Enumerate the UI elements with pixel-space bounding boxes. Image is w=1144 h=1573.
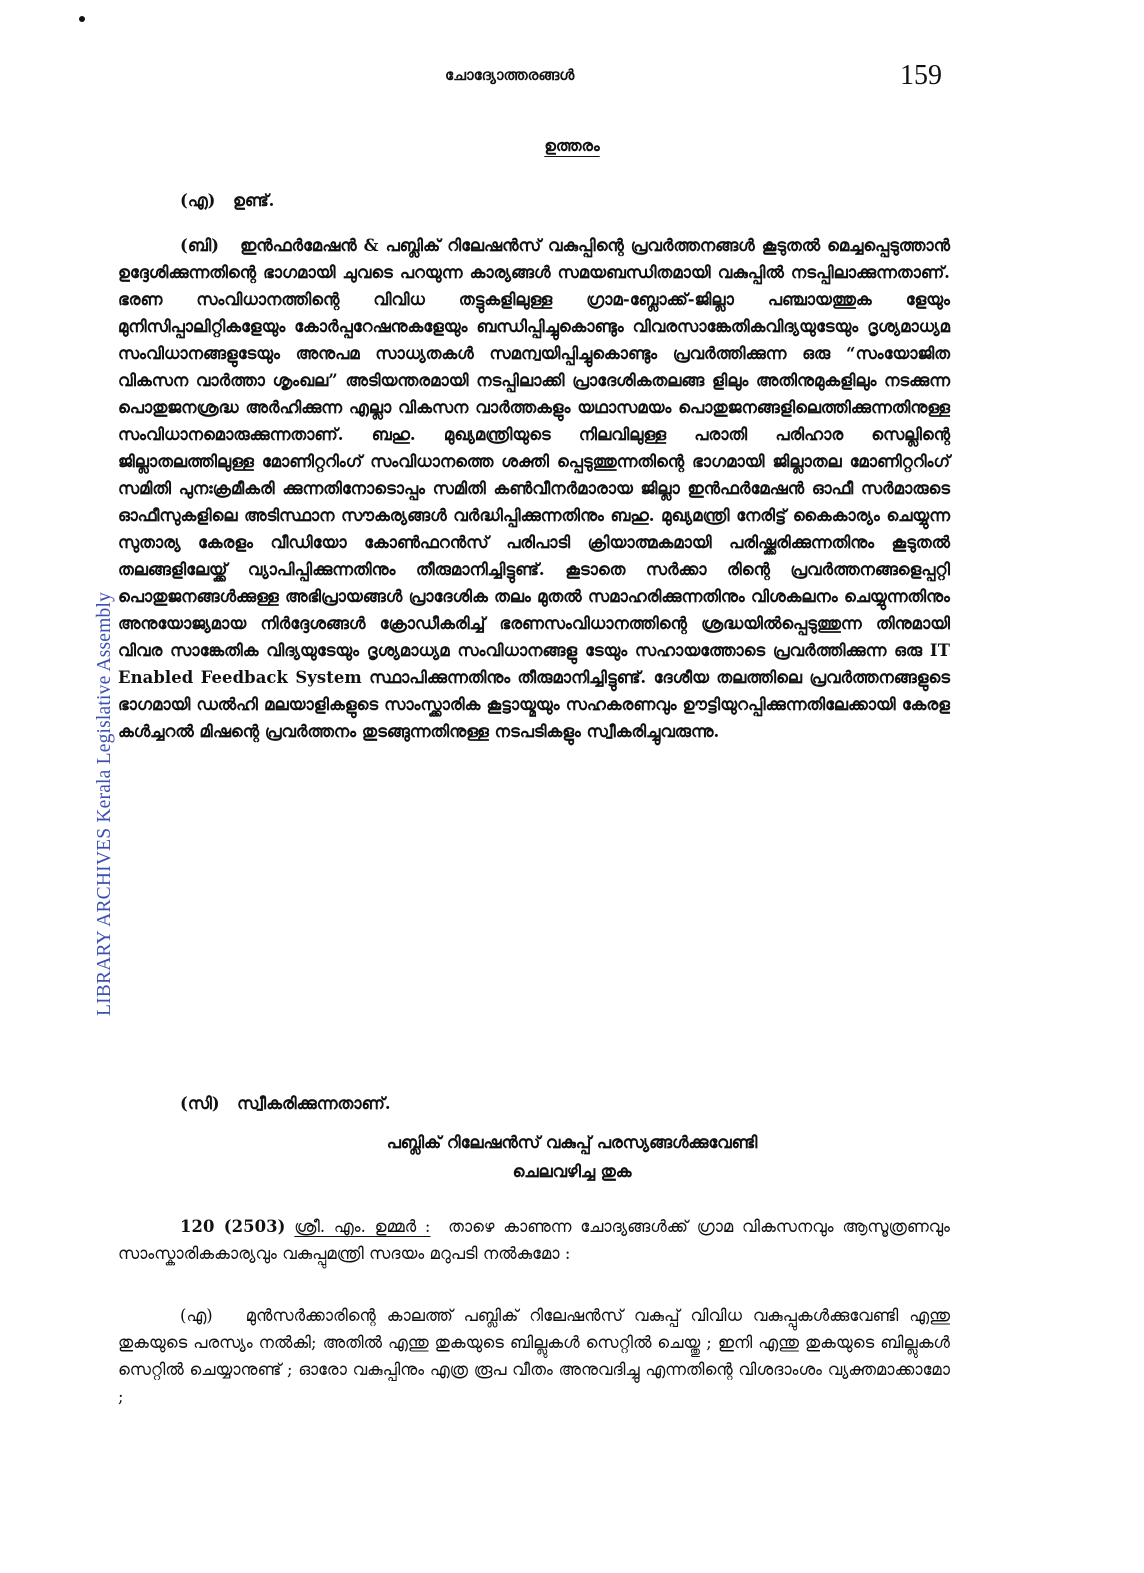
question-intro-text: താഴെ കാണുന്ന ചോദ്യങ്ങൾക്ക് ഗ്രാമ വികസനവും ആസൂത്രണവും സാംസ്കാരികകാര്യവും വകുപ്പുമന്ത്രി സദയം മറുപടി നൽകുമോ : <box>118 1217 951 1263</box>
question-intro <box>118 1213 950 1267</box>
answer-c-text: സ്വീകരിക്കുന്നതാണ്. <box>237 1094 391 1113</box>
question-member: ശ്രീ. എം. ഉമ്മർ : <box>294 1217 431 1236</box>
question-title-line-2: ചെലവഴിച്ച തുക <box>512 1162 632 1181</box>
answer-heading-text: ഉത്തരം <box>544 136 600 155</box>
answer-part-c <box>180 1090 950 1117</box>
question-a-label: (എ) <box>180 1306 213 1325</box>
question-part-a <box>118 1302 950 1410</box>
question-title <box>0 1128 1144 1186</box>
answer-a-label: (എ) <box>180 191 216 210</box>
answer-part-b <box>118 232 950 745</box>
answer-heading <box>0 136 1144 156</box>
running-header: ചോദ്യോത്തരങ്ങൾ <box>445 66 575 84</box>
question-title-line-1: പബ്ലിക് റിലേഷൻസ് വകുപ്പ് പരസ്യങ്ങൾക്കുവേണ്ടി <box>386 1133 758 1152</box>
scan-speck <box>79 16 85 22</box>
question-number: 120 (2503) <box>180 1217 286 1236</box>
archive-watermark: LIBRARY ARCHIVES Kerala Legislative Assembly <box>94 591 115 1016</box>
answer-b-text: ഇൻഫർമേഷൻ & പബ്ലിക് റിലേഷൻസ് വകുപ്പിന്റെ പ്രവർത്തനങ്ങൾ കൂടുതൽ മെച്ചപ്പെടുത്താൻ ഉദ്ദേശിക്കുന്നതിന്റെ ഭാഗമായി ചുവടെ പറയുന്ന കാര്യങ്ങൾ സമയബന്ധിതമായി വകുപ്പിൽ നടപ്പിലാക്കുന്നതാണ്. ഭരണ സംവിധാനത്തിന്റെ വിവിധ തട്ടുകളിലുള്ള ഗ്രാമ-ബ്ലോക്ക്-ജില്ലാ പഞ്ചായത്തുക ളേയും മുനിസിപ്പാലിറ്റികളേയും കോർപ്പറേഷനുകളേയും ബന്ധിപ്പിച്ചുകൊണ്ടും വിവരസാങ്കേതികവിദ്യയുടേയും ദൃശ്യമാധ്യമ സംവിധാനങ്ങളുടേയും അനുപമ സാധ്യതകൾ സമന്വയിപ്പിച്ചുകൊണ്ടും പ്രവർത്തിക്കുന്ന ഒരു “സംയോജിത വികസന വാർത്താ ശൃംഖല” അടിയന്തരമായി നടപ്പിലാക്കി പ്രാദേശികതലങ്ങ ളിലും അതിനുമുകളിലും നടക്കുന്ന പൊതുജനശ്രദ്ധ അർഹിക്കുന്ന എല്ലാ വികസന വാർത്തകളും യഥാസമയം പൊതുജനങ്ങളിലെത്തിക്കുന്നതിനുള്ള സംവിധാനമൊരുക്കുന്നതാണ്. ബഹു. മുഖ്യമന്ത്രിയുടെ നിലവിലുള്ള പരാതി പരിഹാര സെല്ലിന്റെ ജില്ലാതലത്തിലുള്ള മോണിറ്ററിംഗ് സംവിധാനത്തെ ശക്തി പ്പെടുത്തുന്നതിന്റെ ഭാഗമായി ജില്ലാതല മോണിറ്ററിംഗ് സമിതി പുനഃക്രമീകരി ക്കുന്നതിനോടൊപ്പം സമിതി കൺവീനർമാരായ ജില്ലാ ഇൻഫർമേഷൻ ഓഫീ സർമാരുടെ ഓഫീസുകളിലെ അടിസ്ഥാന സൗകര്യങ്ങൾ വർദ്ധിപ്പിക്കുന്നതിനും ബഹു. മുഖ്യമന്ത്രി നേരിട്ട് കൈകാര്യം ചെയ്യുന്ന സുതാര്യ കേരളം വീഡിയോ കോൺഫറൻസ് പരിപാടി ക്രിയാത്മകമായി പരിഷ്ക്കരിക്കുന്നതിനും കൂടുതൽ തലങ്ങളിലേയ്ക്ക് വ്യാപിപ്പിക്കുന്നതിനും തീരുമാനിച്ചിട്ടുണ്ട്. കൂടാതെ സർക്കാ രിന്റെ പ്രവർത്തനങ്ങളെപ്പറ്റി പൊതുജനങ്ങൾക്കുള്ള അഭിപ്രായങ്ങൾ പ്രാദേശിക തലം മുതൽ സമാഹരിക്കുന്നതിനും വിശകലനം ചെയ്യുന്നതിനും അനുയോജ്യമായ നിർദ്ദേശങ്ങൾ ക്രോഡീകരിച്ച് ഭരണസംവിധാനത്തിന്റെ ശ്രദ്ധയിൽപ്പെടുത്തുന്ന തിനുമായി വിവര സാങ്കേതിക വിദ്യയുടേയും ദൃശ്യമാധ്യമ സംവിധാനങ്ങളു ടേയും സഹായത്തോടെ പ്രവർത്തിക്കുന്ന ഒരു IT Enabled Feedback System സ്ഥാപിക്കുന്നതിനും തീരുമാനിച്ചിട്ടുണ്ട്. ദേശീയ തലത്തിലെ പ്രവർത്തനങ്ങളുടെ ഭാഗമായി ഡൽഹി മലയാളികളുടെ സാംസ്ക്കാരിക കൂട്ടായ്മയും സഹകരണവും ഊട്ടിയുറപ്പിക്കുന്നതിലേക്കായി കേരള കൾച്ചറൽ മിഷന്റെ പ്രവർത്തനം തുടങ്ങുന്നതിനുള്ള നടപടികളും സ്വീകരിച്ചുവരുന്നു. <box>118 236 950 741</box>
question-a-text: മുൻസർക്കാരിന്റെ കാലത്ത് പബ്ലിക് റിലേഷൻസ് വകുപ്പ് വിവിധ വകുപ്പുകൾക്കുവേണ്ടി എന്തു തുകയുടെ പരസ്യം നൽകി; അതിൽ എന്തു തുകയുടെ ബില്ലുകൾ സെറ്റിൽ ചെയ്തു ; ഇനി എന്തു തുകയുടെ ബില്ലുകൾ സെറ്റിൽ ചെയ്യാനുണ്ട് ; ഓരോ വകുപ്പിനും എത്ര രൂപ വീതം അനുവദിച്ചു എന്നതിന്റെ വിശദാംശം വ്യക്തമാക്കാമോ ; <box>118 1306 951 1406</box>
answer-part-a <box>180 187 950 214</box>
answer-b-label: (ബി) <box>180 236 220 255</box>
page-number: 159 <box>900 60 942 91</box>
answer-c-label: (സി) <box>180 1094 220 1113</box>
answer-a-text: ഉണ്ട്. <box>232 191 275 210</box>
